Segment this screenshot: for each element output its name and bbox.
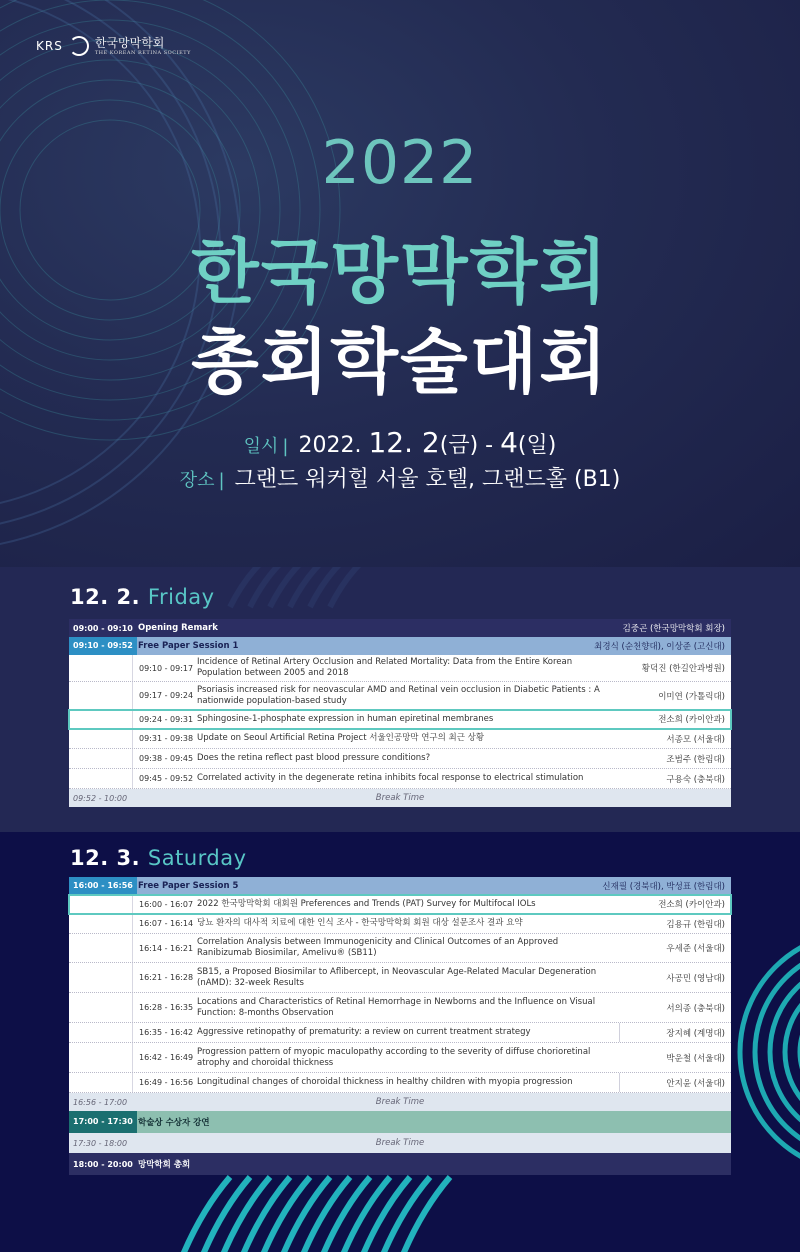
talk-time: 09:38 - 09:45: [139, 754, 194, 763]
day2-weekday: Saturday: [147, 846, 247, 870]
break-time: 09:52 - 10:00: [73, 793, 128, 803]
talk-time: 16:28 - 16:35: [139, 1003, 194, 1012]
talk-speaker: 김용규 (한림대): [666, 919, 725, 930]
talk-title: Update on Seoul Artificial Retina Project 서울인공망막 연구의 최근 상황: [197, 733, 485, 743]
date-day2: (일): [517, 433, 557, 458]
talk-time: 16:49 - 16:56: [139, 1078, 194, 1087]
talk-title: SB15, a Proposed Biosimilar to Aflibercept, in Neovascular Age-Related Macular Degeneration (nAMD): 32-week Results: [197, 966, 597, 988]
logo-abbr: KRS: [36, 39, 63, 53]
talk-title: Longitudinal changes of choroidal thickness in healthy children with myopia progression: [197, 1077, 573, 1087]
day1-date: 12. 2.: [70, 585, 141, 609]
date-dash: -: [478, 433, 501, 458]
date-main: 12. 2: [368, 426, 440, 459]
event-year: 2022: [321, 128, 479, 198]
talk-speaker: 안지윤 (서울대): [619, 1073, 731, 1092]
talk-title: Aggressive retinopathy of prematurity: a review on current treatment strategy: [197, 1027, 531, 1037]
talk-time: 16:00 - 16:07: [139, 899, 194, 909]
event-title-line2: 총회학술대회: [191, 321, 609, 403]
place-label: 장소: [179, 470, 215, 491]
opening-row: [69, 619, 731, 637]
talk-time: 09:17 - 09:24: [139, 691, 194, 700]
hero-banner: [0, 0, 800, 567]
talk-row: [69, 655, 731, 682]
event-date: 일시 | 2022. 12. 2(금) - 4(일): [243, 426, 557, 459]
session-title: Free Paper Session 5: [138, 881, 239, 891]
break-label: Break Time: [375, 1138, 425, 1148]
talk-title: Psoriasis increased risk for neovascular AMD and Retinal vein occlusion in Diabetic Patients : A nationwide population-based study: [197, 684, 600, 706]
day2-date: 12. 3.: [70, 846, 141, 870]
talk-row: [69, 1023, 731, 1043]
general-meeting-row: [69, 1153, 731, 1175]
talk-row: [69, 749, 731, 769]
day1-weekday: Friday: [147, 585, 215, 609]
day1-section: [0, 567, 800, 832]
award-lecture-row: [69, 1111, 731, 1133]
day2-heading: [70, 846, 247, 870]
session-title: Free Paper Session 1: [138, 641, 239, 651]
opening-speaker: 김중곤 (한국망막학회 회장): [622, 624, 725, 634]
talk-speaker: 장지혜 (계명대): [619, 1023, 731, 1042]
talk-row-highlighted: [69, 895, 731, 914]
event-place: 장소 | 그랜드 워커힐 서울 호텔, 그랜드홀 (B1): [179, 467, 621, 492]
session-time: 16:00 - 16:56: [69, 877, 137, 895]
opening-time: 09:00 - 09:10: [73, 623, 133, 633]
break-time: 17:30 - 18:00: [73, 1138, 128, 1148]
talk-title: Progression pattern of myopic maculopathy according to the severity of diffuse chorioretinal atrophy and choroidal thickness: [197, 1046, 591, 1068]
session-row: [69, 877, 731, 895]
session-row: [69, 637, 731, 655]
talk-speaker: 사공민 (영남대): [666, 973, 725, 984]
talk-row: [69, 769, 731, 789]
logo-name-ko: 한국망막학회: [94, 35, 165, 50]
talk-row: [69, 1073, 731, 1093]
talk-speaker: 서종모 (서울대): [666, 734, 725, 745]
talk-speaker: 구용숙 (충북대): [666, 774, 725, 785]
talk-title: Incidence of Retinal Artery Occlusion and Related Mortality: Data from the Entire Korean Population between 2005 and 2018: [197, 657, 573, 678]
logo-name-en: THE KOREAN RETINA SOCIETY: [94, 49, 191, 56]
break-label: Break Time: [375, 793, 425, 803]
talk-row: [69, 682, 731, 710]
talk-speaker: 조범주 (한림대): [666, 754, 725, 765]
krs-logo: [36, 36, 191, 56]
talk-time: 09:24 - 09:31: [139, 714, 194, 724]
talk-time: 09:45 - 09:52: [139, 774, 194, 783]
session-chairs: 신재필 (경북대), 박성표 (한림대): [602, 882, 725, 892]
talk-title: 당뇨 환자의 대사적 치료에 대한 인식 조사 - 한국망막학회 회원 대상 설문조사 결과 요약: [197, 918, 523, 928]
talk-title: Correlated activity in the degenerate retina inhibits focal response to electrical stimulation: [197, 773, 584, 783]
award-title: 학술상 수상자 강연: [138, 1118, 210, 1128]
talk-speaker: 우세준 (서울대): [666, 944, 725, 954]
talk-time: 16:42 - 16:49: [139, 1053, 194, 1062]
logo-ring-icon: [69, 36, 89, 56]
date-label: 일시: [243, 436, 279, 457]
talk-time: 09:10 - 09:17: [139, 663, 194, 673]
talk-title: Sphingosine-1-phosphate expression in human epiretinal membranes: [197, 713, 494, 724]
talk-speaker: 황덕진 (한길안과병원): [641, 664, 725, 674]
day2-section: [0, 832, 800, 1252]
talk-row: [69, 914, 731, 934]
talk-title: Locations and Characteristics of Retinal Hemorrhage in Newborns and the Influence on Visual Function: 8-months Observation: [197, 996, 596, 1018]
break-row: [69, 1133, 731, 1153]
talk-speaker: 박운철 (서울대): [666, 1053, 725, 1064]
talk-row: [69, 729, 731, 749]
talk-speaker: 전소희 (카이안과): [658, 900, 725, 910]
talk-time: 09:31 - 09:38: [139, 734, 194, 743]
date-prefix: 2022.: [298, 433, 362, 458]
talk-time: 16:14 - 16:21: [139, 943, 194, 953]
talk-row: [69, 1043, 731, 1073]
day1-schedule-table: [69, 619, 731, 807]
talk-speaker: 전소희 (카이안과): [658, 715, 725, 725]
date-end: 4: [500, 426, 518, 459]
break-time: 16:56 - 17:00: [73, 1097, 128, 1107]
award-time: 17:00 - 17:30: [69, 1111, 137, 1133]
talk-title: 2022 한국망막학회 대회원 Preferences and Trends (PAT) Survey for Multifocal IOLs: [197, 898, 536, 909]
talk-row: [69, 993, 731, 1023]
general-time: 18:00 - 20:00: [73, 1159, 133, 1169]
general-title: 망막학회 총회: [138, 1160, 191, 1170]
session-chairs: 최경식 (순천향대), 이상준 (고신대): [594, 642, 725, 652]
break-row: [69, 789, 731, 807]
talk-time: 16:35 - 16:42: [139, 1028, 194, 1037]
day2-schedule-table: [69, 877, 731, 1175]
event-title-line1: 한국망막학회: [191, 231, 609, 313]
talk-title: Does the retina reflect past blood pressure conditions?: [197, 753, 431, 763]
break-row: [69, 1093, 731, 1111]
place-text: 그랜드 워커힐 서울 호텔, 그랜드홀 (B1): [234, 467, 621, 492]
talk-row-highlighted: [69, 710, 731, 729]
talk-speaker: 이미연 (가톨릭대): [658, 691, 725, 702]
session-time: 09:10 - 09:52: [69, 637, 137, 655]
opening-title: Opening Remark: [138, 623, 218, 633]
talk-title: Correlation Analysis between Immunogenicity and Clinical Outcomes of an Approved Ranibizumab Biosimilar, Amelivu® (SB11): [197, 937, 559, 958]
talk-time: 16:07 - 16:14: [139, 919, 194, 928]
talk-time: 16:21 - 16:28: [139, 973, 194, 982]
day1-heading: [70, 585, 215, 609]
break-label: Break Time: [375, 1097, 425, 1107]
talk-row: [69, 963, 731, 993]
date-day1: (금): [439, 433, 479, 458]
talk-speaker: 서의종 (충북대): [666, 1003, 725, 1014]
talk-row: [69, 934, 731, 963]
